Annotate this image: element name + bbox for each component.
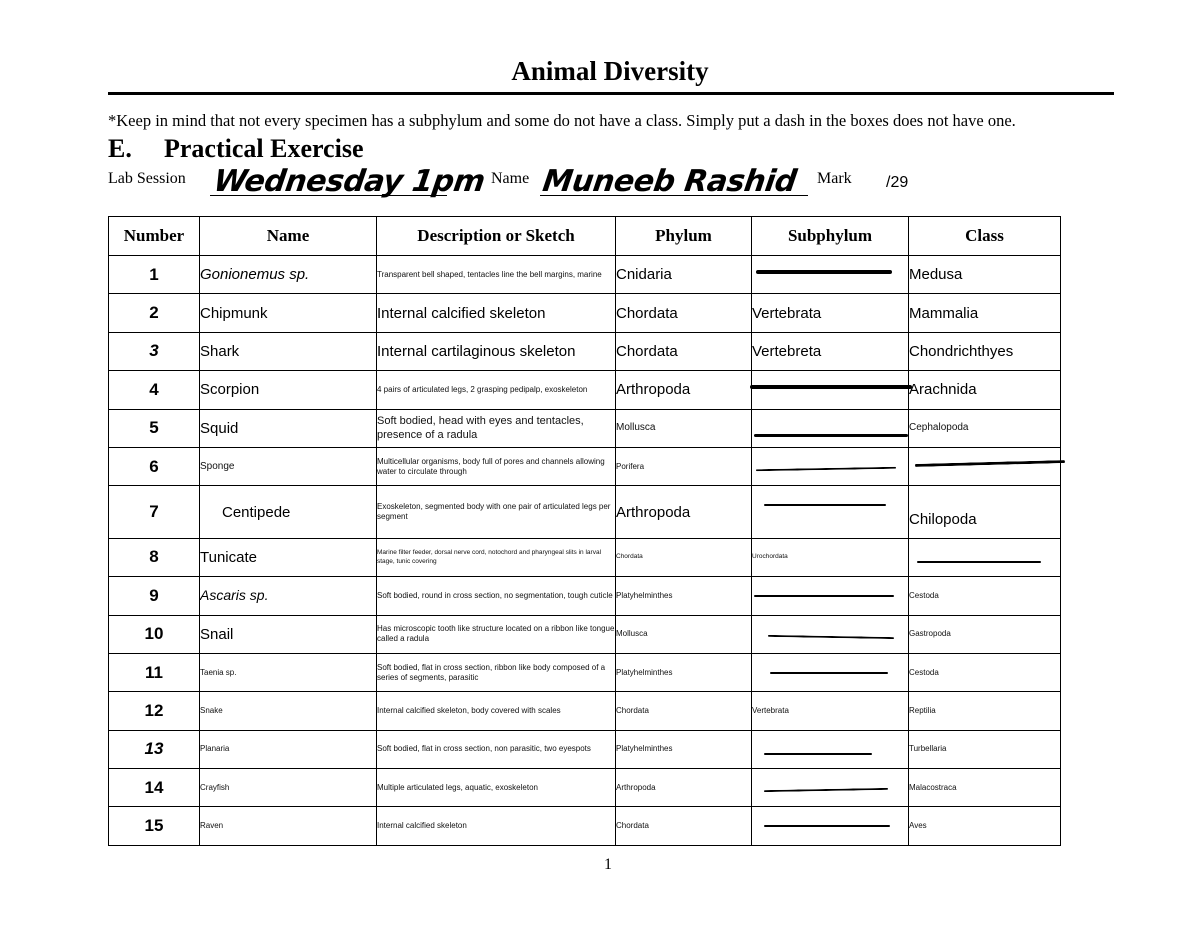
table-row (109, 807, 1061, 845)
cell-description: Marine filter feeder, dorsal nerve cord, notochord and pharyngeal slits in larval stage, tunic covering (377, 538, 616, 576)
table-row (109, 653, 1061, 691)
cell-name: Shark (200, 332, 377, 370)
cell-name: Scorpion (200, 371, 377, 409)
header-phylum: Phylum (616, 217, 752, 256)
dash-mark (750, 385, 912, 389)
cell-class (909, 447, 1061, 485)
cell-description: Internal cartilaginous skeleton (377, 332, 616, 370)
cell-subphylum: Urochordata (752, 538, 909, 576)
cell-name: Tunicate (200, 538, 377, 576)
table-row (109, 371, 1061, 409)
cell-name: Snail (200, 615, 377, 653)
mark-label: Mark (817, 170, 852, 187)
header-number: Number (109, 217, 200, 256)
cell-subphylum: Vertebrata (752, 294, 909, 332)
cell-subphylum (752, 409, 909, 447)
cell-description: 4 pairs of articulated legs, 2 grasping pedipalp, exoskeleton (377, 371, 616, 409)
cell-phylum: Platyhelminthes (616, 577, 752, 615)
cell-class: Arachnida (909, 371, 1061, 409)
cell-class: Reptilia (909, 692, 1061, 730)
cell-phylum: Chordata (616, 807, 752, 845)
cell-name: Ascaris sp. (200, 577, 377, 615)
cell-class: Gastropoda (909, 615, 1061, 653)
cell-description: Soft bodied, flat in cross section, non parasitic, two eyespots (377, 730, 616, 768)
cell-subphylum (752, 769, 909, 807)
mark-value: /29 (886, 174, 909, 191)
cell-name: Raven (200, 807, 377, 845)
cell-number: 7 (109, 486, 200, 538)
lab-session-label: Lab Session (108, 170, 186, 187)
cell-name: Planaria (200, 730, 377, 768)
cell-description: Soft bodied, round in cross section, no segmentation, tough cuticle (377, 577, 616, 615)
cell-description: Multiple articulated legs, aquatic, exoskeleton (377, 769, 616, 807)
cell-name: Centipede (200, 486, 377, 538)
table-row (109, 486, 1061, 538)
table-row (109, 294, 1061, 332)
lab-session-value: Wednesday 1pm (211, 164, 487, 199)
header-description: Description or Sketch (377, 217, 616, 256)
cell-number: 1 (109, 256, 200, 294)
cell-subphylum (752, 730, 909, 768)
header-class: Class (909, 217, 1061, 256)
cell-name: Sponge (200, 447, 377, 485)
cell-subphylum (752, 653, 909, 691)
cell-description: Exoskeleton, segmented body with one pair of articulated legs per segment (377, 486, 616, 538)
instruction-note: *Keep in mind that not every specimen has a subphylum and some do not have a class. Simply put a dash in the boxes does not have one. (108, 111, 1016, 130)
cell-phylum: Chordata (616, 294, 752, 332)
cell-class: Medusa (909, 256, 1061, 294)
cell-name: Gonionemus sp. (200, 256, 377, 294)
header-subphylum: Subphylum (752, 217, 909, 256)
dash-mark (754, 434, 908, 437)
cell-description: Soft bodied, flat in cross section, ribbon like body composed of a series of segments, parasitic (377, 653, 616, 691)
table-row (109, 730, 1061, 768)
cell-class: Cestoda (909, 577, 1061, 615)
cell-phylum: Arthropoda (616, 371, 752, 409)
cell-subphylum (752, 615, 909, 653)
cell-description: Soft bodied, head with eyes and tentacles, presence of a radula (377, 409, 616, 447)
cell-description: Transparent bell shaped, tentacles line the bell margins, marine (377, 256, 616, 294)
header-name: Name (200, 217, 377, 256)
cell-phylum: Platyhelminthes (616, 653, 752, 691)
table-row (109, 615, 1061, 653)
name-underline (540, 195, 808, 196)
cell-subphylum: Vertebreta (752, 332, 909, 370)
cell-subphylum (752, 486, 909, 538)
cell-description: Multicellular organisms, body full of pores and channels allowing water to circulate through (377, 447, 616, 485)
cell-name: Crayfish (200, 769, 377, 807)
cell-number: 9 (109, 577, 200, 615)
cell-description: Internal calcified skeleton (377, 807, 616, 845)
cell-class: Aves (909, 807, 1061, 845)
dash-mark (768, 634, 894, 638)
cell-phylum: Chordata (616, 538, 752, 576)
cell-class: Chondrichthyes (909, 332, 1061, 370)
cell-number: 14 (109, 769, 200, 807)
cell-number: 10 (109, 615, 200, 653)
cell-class: Mammalia (909, 294, 1061, 332)
table-row (109, 447, 1061, 485)
dash-mark (764, 504, 886, 506)
table-row (109, 692, 1061, 730)
cell-subphylum (752, 807, 909, 845)
cell-number: 6 (109, 447, 200, 485)
cell-phylum: Porifera (616, 447, 752, 485)
dash-mark (917, 561, 1041, 563)
table-row (109, 332, 1061, 370)
title-rule (108, 92, 1114, 95)
cell-class: Cestoda (909, 653, 1061, 691)
cell-name: Taenia sp. (200, 653, 377, 691)
section-heading (108, 134, 363, 164)
dash-mark (756, 467, 896, 471)
section-letter: E. (108, 134, 132, 163)
cell-class: Malacostraca (909, 769, 1061, 807)
document-title: Animal Diversity (511, 56, 709, 86)
table-row (109, 409, 1061, 447)
dash-mark (770, 672, 888, 674)
lab-session-underline (210, 195, 447, 196)
dash-mark (764, 753, 872, 755)
cell-name: Squid (200, 409, 377, 447)
table-row (109, 769, 1061, 807)
cell-class: Chilopoda (909, 486, 1061, 538)
cell-number: 13 (109, 730, 200, 768)
cell-phylum: Arthropoda (616, 769, 752, 807)
name-value: Muneeb Rashid (540, 164, 799, 199)
cell-phylum: Cnidaria (616, 256, 752, 294)
table-row (109, 538, 1061, 576)
cell-number: 3 (109, 332, 200, 370)
cell-description: Internal calcified skeleton (377, 294, 616, 332)
cell-class (909, 538, 1061, 576)
cell-number: 11 (109, 653, 200, 691)
cell-phylum: Chordata (616, 332, 752, 370)
page-number: 1 (604, 856, 612, 873)
cell-description: Has microscopic tooth like structure located on a ribbon like tongue called a radula (377, 615, 616, 653)
cell-name: Snake (200, 692, 377, 730)
specimen-table (108, 216, 1061, 846)
dash-mark (756, 270, 892, 274)
dash-mark (754, 595, 894, 597)
cell-subphylum: Vertebrata (752, 692, 909, 730)
cell-subphylum (752, 577, 909, 615)
cell-phylum: Chordata (616, 692, 752, 730)
cell-phylum: Mollusca (616, 409, 752, 447)
dash-mark (764, 788, 888, 792)
cell-phylum: Mollusca (616, 615, 752, 653)
cell-name: Chipmunk (200, 294, 377, 332)
dash-mark (764, 825, 890, 827)
table-header-row (109, 217, 1061, 256)
cell-description: Internal calcified skeleton, body covered with scales (377, 692, 616, 730)
cell-class: Turbellaria (909, 730, 1061, 768)
section-title: Practical Exercise (164, 134, 364, 163)
cell-number: 5 (109, 409, 200, 447)
cell-class: Cephalopoda (909, 409, 1061, 447)
cell-subphylum (752, 447, 909, 485)
cell-phylum: Platyhelminthes (616, 730, 752, 768)
cell-number: 15 (109, 807, 200, 845)
cell-subphylum (752, 256, 909, 294)
cell-number: 4 (109, 371, 200, 409)
table-row (109, 577, 1061, 615)
cell-phylum: Arthropoda (616, 486, 752, 538)
name-label: Name (491, 170, 530, 187)
cell-subphylum (752, 371, 909, 409)
cell-number: 8 (109, 538, 200, 576)
dash-mark (915, 460, 1065, 467)
table-row (109, 256, 1061, 294)
cell-number: 2 (109, 294, 200, 332)
cell-number: 12 (109, 692, 200, 730)
